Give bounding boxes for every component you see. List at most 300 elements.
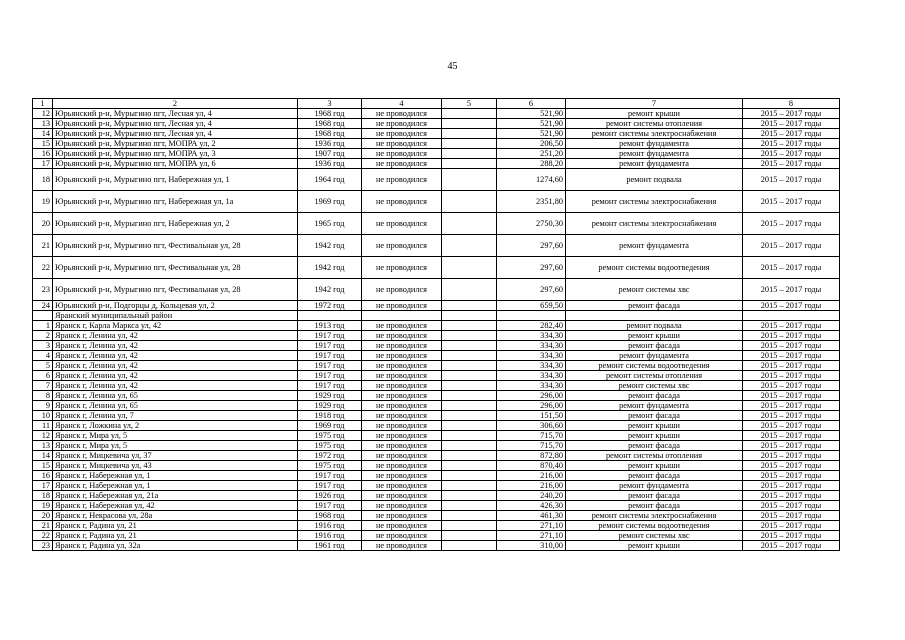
last-repair-cell: не проводился — [362, 531, 442, 541]
work-type-cell: ремонт системы водоотведения — [566, 521, 743, 531]
area-cell: 206,50 — [497, 139, 566, 149]
year-cell: 1917 год — [298, 501, 362, 511]
row-number: 23 — [33, 541, 53, 551]
last-repair-cell: не проводился — [362, 109, 442, 119]
row-number: 18 — [33, 491, 53, 501]
col5-cell — [442, 119, 497, 129]
work-type-cell: ремонт фасада — [566, 441, 743, 451]
area-cell: 715,70 — [497, 441, 566, 451]
work-type-cell: ремонт фундамента — [566, 481, 743, 491]
table-row — [33, 371, 840, 381]
column-number-row — [33, 99, 840, 109]
col5-cell — [442, 169, 497, 191]
work-type-cell: ремонт фундамента — [566, 139, 743, 149]
row-number: 13 — [33, 441, 53, 451]
row-number: 20 — [33, 213, 53, 235]
address-cell: Яранск г, Мицкевича ул, 37 — [53, 451, 298, 461]
last-repair-cell: не проводился — [362, 461, 442, 471]
address-cell: Яранск г, Радина ул, 21 — [53, 521, 298, 531]
last-repair-cell: не проводился — [362, 391, 442, 401]
row-number: 18 — [33, 169, 53, 191]
table-row — [33, 169, 840, 191]
period-cell: 2015 – 2017 годы — [743, 109, 840, 119]
housing-repair-table — [32, 98, 840, 551]
year-cell: 1942 год — [298, 279, 362, 301]
row-number: 10 — [33, 411, 53, 421]
table-row — [33, 431, 840, 441]
area-cell: 521,90 — [497, 129, 566, 139]
col-num-2: 2 — [53, 99, 298, 109]
area-cell: 461,30 — [497, 511, 566, 521]
last-repair-cell: не проводился — [362, 541, 442, 551]
table-row — [33, 421, 840, 431]
last-repair-cell: не проводился — [362, 301, 442, 311]
table-row — [33, 391, 840, 401]
area-cell: 2351,80 — [497, 191, 566, 213]
year-cell: 1929 год — [298, 391, 362, 401]
last-repair-cell: не проводился — [362, 119, 442, 129]
col-num-1: 1 — [33, 99, 53, 109]
period-cell: 2015 – 2017 годы — [743, 411, 840, 421]
address-cell: Яранск г, Ленина ул, 7 — [53, 411, 298, 421]
area-cell: 297,60 — [497, 279, 566, 301]
area-cell: 251,20 — [497, 149, 566, 159]
period-cell: 2015 – 2017 годы — [743, 301, 840, 311]
col5-cell — [442, 441, 497, 451]
col5-cell — [442, 159, 497, 169]
col-num-3: 3 — [298, 99, 362, 109]
year-cell: 1916 год — [298, 521, 362, 531]
row-number: 2 — [33, 331, 53, 341]
work-type-cell: ремонт фундамента — [566, 401, 743, 411]
period-cell: 2015 – 2017 годы — [743, 431, 840, 441]
area-cell: 288,20 — [497, 159, 566, 169]
area-cell: 659,50 — [497, 301, 566, 311]
period-cell: 2015 – 2017 годы — [743, 149, 840, 159]
row-number: 24 — [33, 301, 53, 311]
last-repair-cell: не проводился — [362, 235, 442, 257]
work-type-cell: ремонт крыши — [566, 461, 743, 471]
area-cell: 426,30 — [497, 501, 566, 511]
work-type-cell: ремонт фасада — [566, 501, 743, 511]
col5-cell — [442, 361, 497, 371]
address-cell: Яранск г, Карла Маркса ул, 42 — [53, 321, 298, 331]
period-cell — [743, 311, 840, 321]
table-row — [33, 381, 840, 391]
col5-cell — [442, 129, 497, 139]
last-repair-cell: не проводился — [362, 213, 442, 235]
table-row — [33, 511, 840, 521]
work-type-cell: ремонт крыши — [566, 541, 743, 551]
work-type-cell: ремонт системы водоотведения — [566, 257, 743, 279]
col-num-8: 8 — [743, 99, 840, 109]
col5-cell — [442, 421, 497, 431]
row-number: 22 — [33, 257, 53, 279]
address-cell: Юрьянский р-н, Мурыгино пгт, МОПРА ул, 3 — [53, 149, 298, 159]
table-row — [33, 279, 840, 301]
year-cell: 1972 год — [298, 301, 362, 311]
address-cell: Яранск г, Ленина ул, 42 — [53, 361, 298, 371]
year-cell: 1907 год — [298, 149, 362, 159]
period-cell: 2015 – 2017 годы — [743, 119, 840, 129]
year-cell: 1917 год — [298, 481, 362, 491]
work-type-cell: ремонт системы электроснабжения — [566, 191, 743, 213]
row-number: 7 — [33, 381, 53, 391]
area-cell: 306,60 — [497, 421, 566, 431]
last-repair-cell: не проводился — [362, 501, 442, 511]
col5-cell — [442, 411, 497, 421]
table-row — [33, 191, 840, 213]
row-number: 19 — [33, 191, 53, 213]
period-cell: 2015 – 2017 годы — [743, 481, 840, 491]
col5-cell — [442, 331, 497, 341]
col5-cell — [442, 491, 497, 501]
last-repair-cell: не проводился — [362, 421, 442, 431]
period-cell: 2015 – 2017 годы — [743, 321, 840, 331]
col-num-7: 7 — [566, 99, 743, 109]
table-row — [33, 321, 840, 331]
table-row — [33, 531, 840, 541]
table-row — [33, 301, 840, 311]
area-cell: 296,00 — [497, 391, 566, 401]
last-repair-cell: не проводился — [362, 511, 442, 521]
table-row — [33, 491, 840, 501]
area-cell: 240,20 — [497, 491, 566, 501]
table-row — [33, 461, 840, 471]
work-type-cell: ремонт системы отопления — [566, 371, 743, 381]
col5-cell — [442, 501, 497, 511]
period-cell: 2015 – 2017 годы — [743, 213, 840, 235]
row-number: 6 — [33, 371, 53, 381]
period-cell: 2015 – 2017 годы — [743, 381, 840, 391]
work-type-cell: ремонт крыши — [566, 109, 743, 119]
year-cell: 1917 год — [298, 471, 362, 481]
row-number: 19 — [33, 501, 53, 511]
last-repair-cell: не проводился — [362, 341, 442, 351]
year-cell: 1942 год — [298, 235, 362, 257]
last-repair-cell: не проводился — [362, 149, 442, 159]
table-row — [33, 401, 840, 411]
col5-cell — [442, 371, 497, 381]
col5-cell — [442, 391, 497, 401]
period-cell: 2015 – 2017 годы — [743, 421, 840, 431]
work-type-cell: ремонт фундамента — [566, 159, 743, 169]
row-number: 23 — [33, 279, 53, 301]
table-row — [33, 441, 840, 451]
address-cell: Яранск г, Ленина ул, 42 — [53, 351, 298, 361]
year-cell: 1936 год — [298, 159, 362, 169]
year-cell: 1929 год — [298, 401, 362, 411]
address-cell: Яранск г, Ленина ул, 42 — [53, 341, 298, 351]
col-num-4: 4 — [362, 99, 442, 109]
year-cell: 1936 год — [298, 139, 362, 149]
period-cell: 2015 – 2017 годы — [743, 521, 840, 531]
year-cell — [298, 311, 362, 321]
work-type-cell: ремонт фасада — [566, 491, 743, 501]
address-cell: Яранск г, Ленина ул, 65 — [53, 391, 298, 401]
area-cell: 1274,60 — [497, 169, 566, 191]
year-cell: 1969 год — [298, 421, 362, 431]
row-number: 16 — [33, 471, 53, 481]
work-type-cell: ремонт системы хвс — [566, 279, 743, 301]
area-cell: 216,00 — [497, 471, 566, 481]
work-type-cell: ремонт системы хвс — [566, 381, 743, 391]
work-type-cell: ремонт крыши — [566, 431, 743, 441]
row-number: 12 — [33, 431, 53, 441]
last-repair-cell: не проводился — [362, 491, 442, 501]
table-row — [33, 351, 840, 361]
row-number: 15 — [33, 461, 53, 471]
table-row — [33, 521, 840, 531]
work-type-cell: ремонт системы отопления — [566, 451, 743, 461]
col5-cell — [442, 531, 497, 541]
col5-cell — [442, 461, 497, 471]
table-row — [33, 119, 840, 129]
address-cell: Яранск г, Ленина ул, 65 — [53, 401, 298, 411]
area-cell: 271,10 — [497, 531, 566, 541]
work-type-cell: ремонт фасада — [566, 301, 743, 311]
row-number: 16 — [33, 149, 53, 159]
col5-cell — [442, 471, 497, 481]
col5-cell — [442, 381, 497, 391]
address-cell: Яранск г, Мицкевича ул, 43 — [53, 461, 298, 471]
address-cell: Юрьянский р-н, Мурыгино пгт, Набережная ул, 1 — [53, 169, 298, 191]
year-cell: 1961 год — [298, 541, 362, 551]
period-cell: 2015 – 2017 годы — [743, 257, 840, 279]
last-repair-cell: не проводился — [362, 351, 442, 361]
address-cell: Яранск г, Мира ул, 5 — [53, 441, 298, 451]
last-repair-cell: не проводился — [362, 139, 442, 149]
year-cell: 1975 год — [298, 441, 362, 451]
year-cell: 1926 год — [298, 491, 362, 501]
area-cell: 151,50 — [497, 411, 566, 421]
work-type-cell: ремонт фундамента — [566, 351, 743, 361]
address-cell: Юрьянский р-н, Мурыгино пгт, Набережная ул, 1а — [53, 191, 298, 213]
address-cell: Яранск г, Ложкина ул, 2 — [53, 421, 298, 431]
last-repair-cell: не проводился — [362, 521, 442, 531]
area-cell: 872,80 — [497, 451, 566, 461]
last-repair-cell: не проводился — [362, 159, 442, 169]
period-cell: 2015 – 2017 годы — [743, 351, 840, 361]
work-type-cell: ремонт фасада — [566, 471, 743, 481]
table-row — [33, 213, 840, 235]
area-cell: 715,70 — [497, 431, 566, 441]
area-cell: 334,30 — [497, 351, 566, 361]
col5-cell — [442, 109, 497, 119]
address-cell: Юрьянский р-н, Мурыгино пгт, Набережная ул, 2 — [53, 213, 298, 235]
table-row — [33, 361, 840, 371]
last-repair-cell — [362, 311, 442, 321]
last-repair-cell: не проводился — [362, 279, 442, 301]
work-type-cell: ремонт крыши — [566, 331, 743, 341]
year-cell: 1975 год — [298, 461, 362, 471]
work-type-cell: ремонт фундамента — [566, 149, 743, 159]
col5-cell — [442, 279, 497, 301]
last-repair-cell: не проводился — [362, 257, 442, 279]
address-cell: Яранск г, Набережная ул, 42 — [53, 501, 298, 511]
period-cell: 2015 – 2017 годы — [743, 491, 840, 501]
area-cell: 334,30 — [497, 341, 566, 351]
period-cell: 2015 – 2017 годы — [743, 169, 840, 191]
period-cell: 2015 – 2017 годы — [743, 501, 840, 511]
area-cell: 310,00 — [497, 541, 566, 551]
col5-cell — [442, 401, 497, 411]
period-cell: 2015 – 2017 годы — [743, 331, 840, 341]
work-type-cell: ремонт фасада — [566, 341, 743, 351]
period-cell: 2015 – 2017 годы — [743, 391, 840, 401]
address-cell: Яранский муниципальный район — [53, 311, 298, 321]
col5-cell — [442, 301, 497, 311]
col5-cell — [442, 481, 497, 491]
year-cell: 1964 год — [298, 169, 362, 191]
address-cell: Яранск г, Набережная ул, 1 — [53, 481, 298, 491]
last-repair-cell: не проводился — [362, 371, 442, 381]
year-cell: 1942 год — [298, 257, 362, 279]
address-cell: Яранск г, Ленина ул, 42 — [53, 331, 298, 341]
last-repair-cell: не проводился — [362, 481, 442, 491]
col5-cell — [442, 311, 497, 321]
year-cell: 1917 год — [298, 351, 362, 361]
table-row — [33, 541, 840, 551]
address-cell: Яранск г, Радина ул, 21 — [53, 531, 298, 541]
work-type-cell: ремонт фундамента — [566, 235, 743, 257]
year-cell: 1916 год — [298, 531, 362, 541]
table-row — [33, 311, 840, 321]
year-cell: 1917 год — [298, 381, 362, 391]
period-cell: 2015 – 2017 годы — [743, 471, 840, 481]
row-number: 21 — [33, 521, 53, 531]
year-cell: 1917 год — [298, 341, 362, 351]
period-cell: 2015 – 2017 годы — [743, 451, 840, 461]
row-number: 17 — [33, 159, 53, 169]
year-cell: 1917 год — [298, 371, 362, 381]
area-cell: 216,00 — [497, 481, 566, 491]
year-cell: 1918 год — [298, 411, 362, 421]
area-cell: 2750,30 — [497, 213, 566, 235]
year-cell: 1969 год — [298, 191, 362, 213]
area-cell: 334,30 — [497, 361, 566, 371]
table-row — [33, 341, 840, 351]
address-cell: Юрьянский р-н, Мурыгино пгт, Фестивальная ул, 28 — [53, 279, 298, 301]
year-cell: 1968 год — [298, 119, 362, 129]
row-number: 14 — [33, 451, 53, 461]
table-row — [33, 501, 840, 511]
table-row — [33, 149, 840, 159]
col5-cell — [442, 213, 497, 235]
table-row — [33, 159, 840, 169]
work-type-cell: ремонт системы электроснабжения — [566, 129, 743, 139]
period-cell: 2015 – 2017 годы — [743, 139, 840, 149]
table-row — [33, 109, 840, 119]
row-number: 13 — [33, 119, 53, 129]
row-number: 12 — [33, 109, 53, 119]
last-repair-cell: не проводился — [362, 129, 442, 139]
work-type-cell: ремонт системы электроснабжения — [566, 511, 743, 521]
address-cell: Юрьянский р-н, Мурыгино пгт, Лесная ул, 4 — [53, 129, 298, 139]
area-cell: 334,30 — [497, 381, 566, 391]
area-cell — [497, 311, 566, 321]
address-cell: Юрьянский р-н, Подгорцы д, Кольцевая ул, 2 — [53, 301, 298, 311]
last-repair-cell: не проводился — [362, 361, 442, 371]
row-number: 4 — [33, 351, 53, 361]
period-cell: 2015 – 2017 годы — [743, 401, 840, 411]
period-cell: 2015 – 2017 годы — [743, 361, 840, 371]
work-type-cell: ремонт системы хвс — [566, 531, 743, 541]
address-cell: Юрьянский р-н, Мурыгино пгт, МОПРА ул, 6 — [53, 159, 298, 169]
col5-cell — [442, 541, 497, 551]
period-cell: 2015 – 2017 годы — [743, 279, 840, 301]
row-number: 21 — [33, 235, 53, 257]
last-repair-cell: не проводился — [362, 451, 442, 461]
col-num-5: 5 — [442, 99, 497, 109]
row-number: 11 — [33, 421, 53, 431]
row-number: 1 — [33, 321, 53, 331]
year-cell: 1913 год — [298, 321, 362, 331]
area-cell: 297,60 — [497, 257, 566, 279]
table-row — [33, 481, 840, 491]
area-cell: 334,30 — [497, 331, 566, 341]
period-cell: 2015 – 2017 годы — [743, 531, 840, 541]
table-row — [33, 139, 840, 149]
table-row — [33, 411, 840, 421]
col5-cell — [442, 149, 497, 159]
work-type-cell: ремонт системы водоотведения — [566, 361, 743, 371]
address-cell: Яранск г, Мира ул, 5 — [53, 431, 298, 441]
work-type-cell: ремонт подвала — [566, 169, 743, 191]
area-cell: 334,30 — [497, 371, 566, 381]
row-number: 5 — [33, 361, 53, 371]
period-cell: 2015 – 2017 годы — [743, 511, 840, 521]
year-cell: 1965 год — [298, 213, 362, 235]
period-cell: 2015 – 2017 годы — [743, 371, 840, 381]
work-type-cell: ремонт системы электроснабжения — [566, 213, 743, 235]
year-cell: 1972 год — [298, 451, 362, 461]
last-repair-cell: не проводился — [362, 169, 442, 191]
row-number: 14 — [33, 129, 53, 139]
table-row — [33, 471, 840, 481]
year-cell: 1968 год — [298, 129, 362, 139]
row-number: 15 — [33, 139, 53, 149]
row-number: 22 — [33, 531, 53, 541]
col5-cell — [442, 257, 497, 279]
table-row — [33, 129, 840, 139]
area-cell: 271,10 — [497, 521, 566, 531]
row-number — [33, 311, 53, 321]
address-cell: Яранск г, Ленина ул, 42 — [53, 371, 298, 381]
last-repair-cell: не проводился — [362, 431, 442, 441]
table-row — [33, 235, 840, 257]
last-repair-cell: не проводился — [362, 411, 442, 421]
area-cell: 870,40 — [497, 461, 566, 471]
period-cell: 2015 – 2017 годы — [743, 235, 840, 257]
period-cell: 2015 – 2017 годы — [743, 541, 840, 551]
work-type-cell: ремонт фасада — [566, 411, 743, 421]
area-cell: 282,40 — [497, 321, 566, 331]
work-type-cell: ремонт системы отопления — [566, 119, 743, 129]
row-number: 17 — [33, 481, 53, 491]
last-repair-cell: не проводился — [362, 471, 442, 481]
work-type-cell — [566, 311, 743, 321]
address-cell: Яранск г, Ленина ул, 42 — [53, 381, 298, 391]
table-body — [33, 99, 840, 551]
year-cell: 1917 год — [298, 361, 362, 371]
area-cell: 296,00 — [497, 401, 566, 411]
address-cell: Яранск г, Некрасова ул, 28а — [53, 511, 298, 521]
table-row — [33, 451, 840, 461]
page-number: 45 — [447, 61, 458, 72]
last-repair-cell: не проводился — [362, 401, 442, 411]
year-cell: 1917 год — [298, 331, 362, 341]
